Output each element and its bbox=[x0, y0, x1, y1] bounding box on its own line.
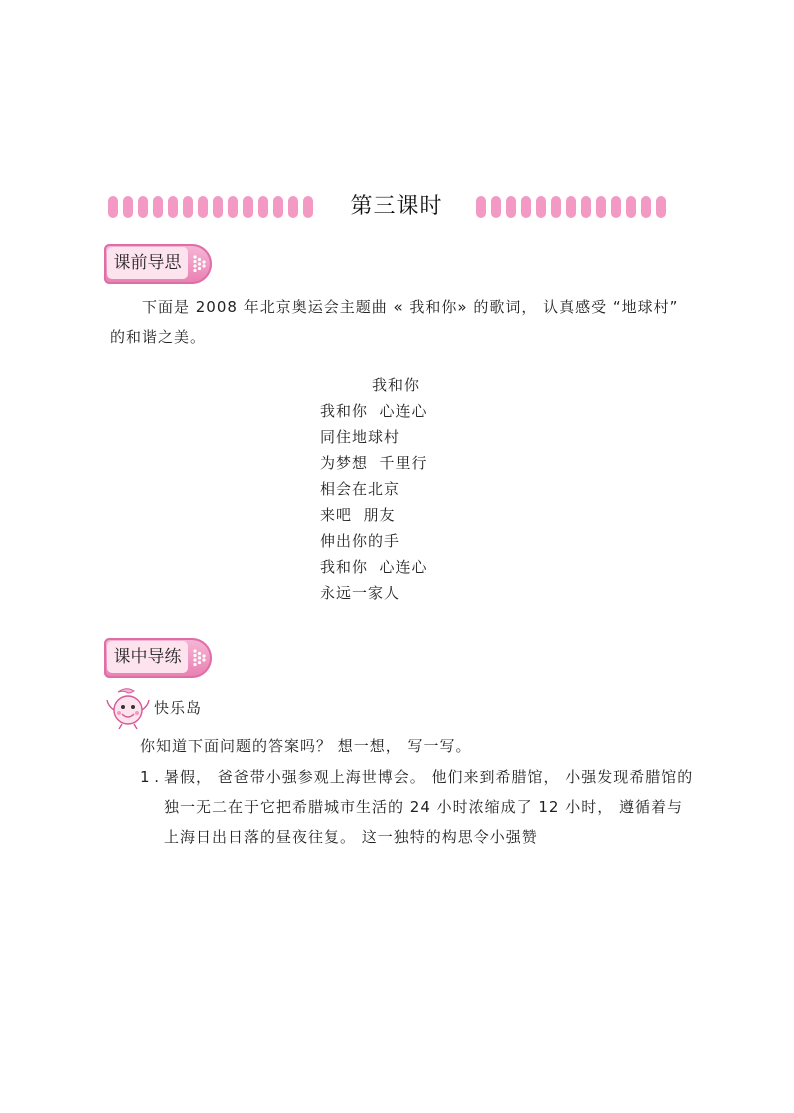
peach-mascot-icon bbox=[104, 684, 150, 730]
decorative-dashes-left bbox=[108, 196, 313, 218]
lesson-title: 第三课时 bbox=[350, 194, 443, 219]
poem-line: 相会在北京 bbox=[320, 480, 401, 498]
happy-island-label: 快乐岛 bbox=[154, 699, 203, 717]
poem-line: 我和你 心连心 bbox=[320, 558, 428, 576]
poem-title: 我和你 bbox=[372, 376, 421, 394]
poem-line: 伸出你的手 bbox=[320, 532, 401, 550]
poem-line: 为梦想 千里行 bbox=[320, 454, 428, 472]
question-text: 暑假， 爸爸带小强参观上海世博会。 他们来到希腊馆， 小强发现希腊馆的独一无二在于它把希腊城市生活的 24 小时浓缩成了 12 小时， 遵循着与上海日出日落的昼夜往复。 这一独特的构思令小强赞 bbox=[164, 768, 694, 846]
lesson-header bbox=[104, 192, 690, 222]
poem-line: 永远一家人 bbox=[320, 584, 401, 602]
arrow-right-icon bbox=[192, 254, 208, 274]
section-tag-label: 课前导思 bbox=[107, 247, 188, 279]
decorative-dashes-right bbox=[476, 196, 666, 218]
section-tag-pre-class bbox=[104, 244, 212, 284]
question-number: 1 . bbox=[140, 768, 160, 786]
section-tag-label: 课中导练 bbox=[107, 641, 188, 673]
poem bbox=[320, 372, 520, 606]
poem-line: 我和你 心连心 bbox=[320, 402, 428, 420]
poem-line: 同住地球村 bbox=[320, 428, 401, 446]
arrow-right-icon bbox=[192, 648, 208, 668]
intro-paragraph: 下面是 2008 年北京奥运会主题曲 « 我和你» 的歌词， 认真感受 “地球村” 的和谐之美。 bbox=[110, 298, 679, 346]
questions-intro: 你知道下面问题的答案吗？ 想一想， 写一写。 bbox=[140, 737, 472, 755]
poem-line: 来吧 朋友 bbox=[320, 506, 396, 524]
section-tag-in-class bbox=[104, 638, 212, 678]
